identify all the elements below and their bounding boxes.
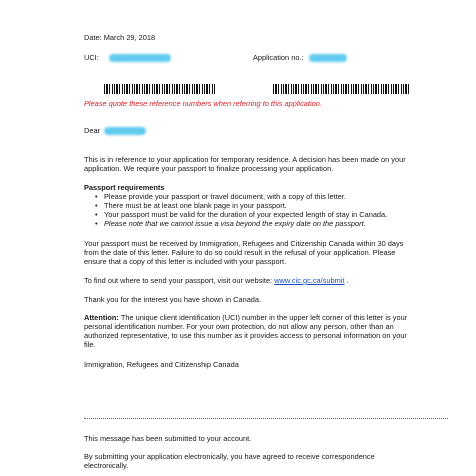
attention-paragraph [84,313,414,349]
send-info-end: . [346,276,349,285]
list-item: • Please provide your passport or travel document, with a copy of this letter. [84,192,414,201]
submit-link[interactable]: www.cic.gc.ca/submit [274,276,345,285]
footer-consent: By submitting your application electronically, you have agreed to receive correspondence electronically. [84,452,375,470]
requirements-heading: Passport requirements [84,183,165,192]
application-line [253,53,347,62]
signature: Immigration, Refugees and Citizenship Canada [84,360,239,369]
attention-label: Attention: [84,313,119,322]
requirements-list [84,192,414,228]
uci-line [84,53,171,62]
application-redaction [309,54,347,62]
thanks-line: Thank you for the interest you have shown in Canada. [84,295,262,304]
attention-text: The unique client identification (UCI) number in the upper left corner of this letter is your personal identification number. For your own protection, do not allow any person, other than an authorized representative, to use this number as it provides access to personal information on your file. [84,313,408,349]
salutation [84,126,146,135]
date-value: March 29, 2018 [103,33,156,42]
uci-redaction [109,54,171,62]
send-info-text: To find out where to send your passport, visit our website: [84,276,273,285]
list-item: • Your passport must be valid for the duration of your expected length of stay in Canada. [84,210,414,219]
intro-paragraph: This is in reference to your application for temporary residence. A decision has been made on your application. We require your passport to finalize processing your application. [84,155,406,173]
dear-label: Dear [84,126,101,135]
application-label: Application no.: [253,53,304,62]
list-item: • There must be at least one blank page in your passport. [84,201,414,210]
uci-barcode [104,84,216,94]
quote-notice: Please quote these reference numbers when referring to this application. [84,99,322,108]
name-redaction [104,127,146,135]
date-label: Date: [84,33,102,42]
application-barcode [273,84,409,94]
footer-submitted: This message has been submitted to your account. [84,434,252,443]
date-line [84,33,155,42]
receipt-paragraph: Your passport must be received by Immigration, Refugees and Citizenship Canada within 30 days from the date of this letter. Failure to do so could result in the refusal of your application. Please ensure that a copy of this letter is included with your passport. [84,239,404,266]
footer-divider [84,418,448,419]
send-info [84,276,349,285]
uci-label: UCI: [84,53,99,62]
list-item: • Please note that we cannot issue a visa beyond the expiry date on the passport. [84,219,414,228]
